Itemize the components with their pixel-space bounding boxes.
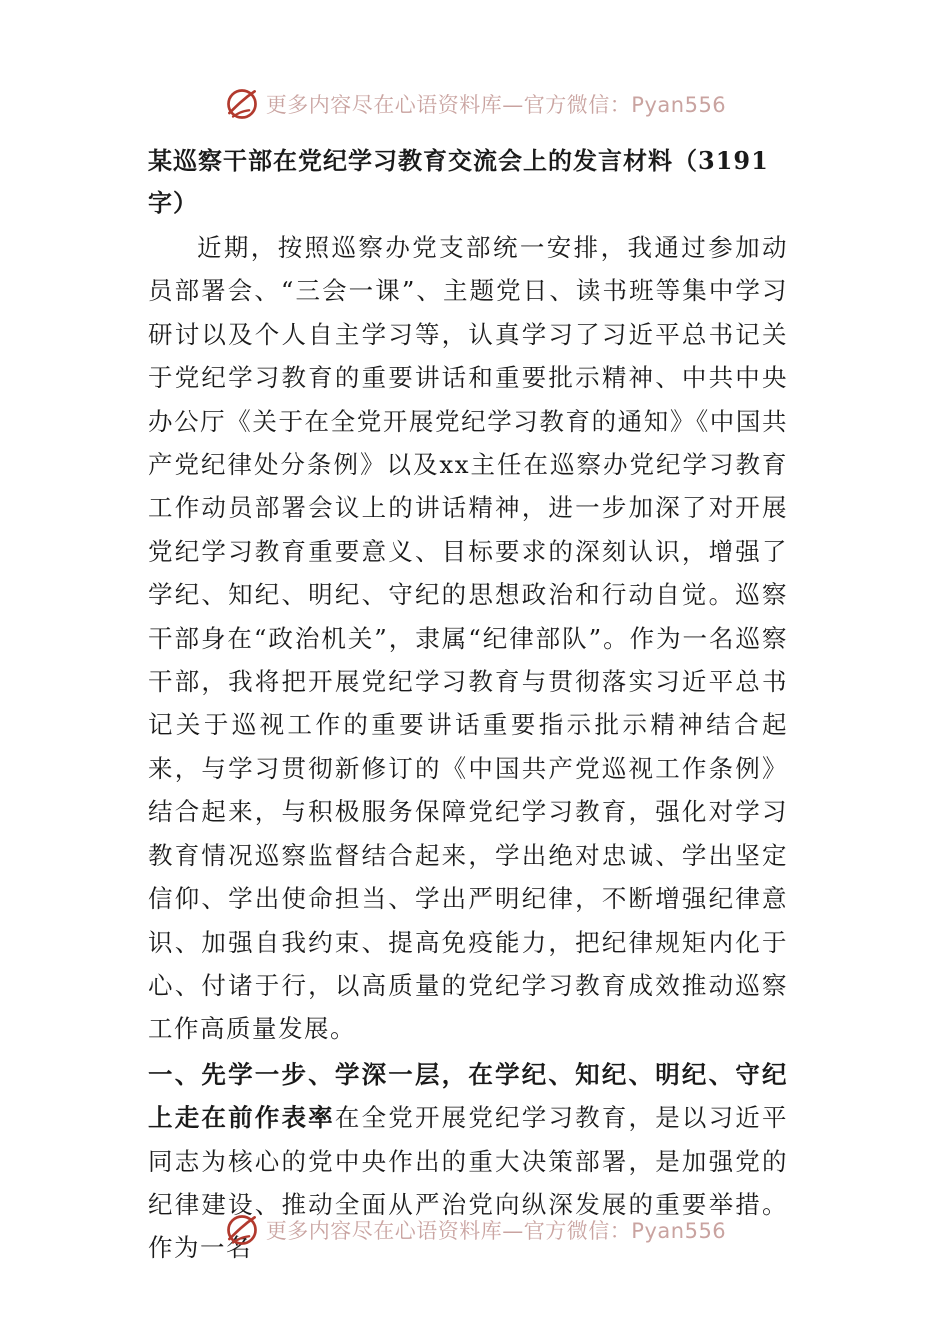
document-body bbox=[148, 140, 788, 1270]
intro-paragraph: 近期，按照巡察办党支部统一安排，我通过参加动员部署会、“三会一课”、主题党日、读书班等集中学习研讨以及个人自主学习等，认真学习了习近平总书记关于党纪学习教育的重要讲话和重要批示精神、中共中央办公厅《关于在全党开展党纪学习教育的通知》《中国共产党纪律处分条例》以及xx主任在巡察办党纪学习教育工作动员部署会议上的讲话精神，进一步加深了对开展党纪学习教育重要意义、目标要求的深刻认识，增强了学纪、知纪、明纪、守纪的思想政治和行动自觉。巡察干部身在“政治机关”，隶属“纪律部队”。作为一名巡察干部，我将把开展党纪学习教育与贯彻落实习近平总书记关于巡视工作的重要讲话重要指示批示精神结合起来，与学习贯彻新修订的《中国共产党巡视工作条例》结合起来，与积极服务保障党纪学习教育，强化对学习教育情况巡察监督结合起来，学出绝对忠诚、学出坚定信仰、学出使命担当、学出严明纪律，不断增强纪律意识、加强自我约束、提高免疫能力，把纪律规矩内化于心、付诸于行，以高质量的党纪学习教育成效推动巡察工作高质量发展。 bbox=[148, 233, 788, 1044]
section-1-heading: 一、先学一步、学深一层，在学纪、知纪、明纪、守纪上走在前作表率 bbox=[148, 1059, 788, 1133]
pen-signature-logo-icon bbox=[224, 1212, 260, 1248]
watermark-text: 更多内容尽在心语资料库—官方微信：Pyan556 bbox=[265, 1219, 727, 1243]
watermark-text: 更多内容尽在心语资料库—官方微信：Pyan556 bbox=[265, 93, 727, 117]
pen-signature-logo-icon bbox=[224, 86, 260, 122]
section-1-body: 在全党开展党纪学习教育，是以习近平同志为核心的党中央作出的重大决策部署，是加强党的纪律建设、推动全面从严治党向纵深发展的重要举措。作为一名 bbox=[148, 1103, 789, 1263]
watermark-footer bbox=[0, 1212, 950, 1248]
document-title: 某巡察干部在党纪学习教育交流会上的发言材料（3191字） bbox=[148, 146, 769, 217]
watermark-header bbox=[0, 86, 950, 122]
